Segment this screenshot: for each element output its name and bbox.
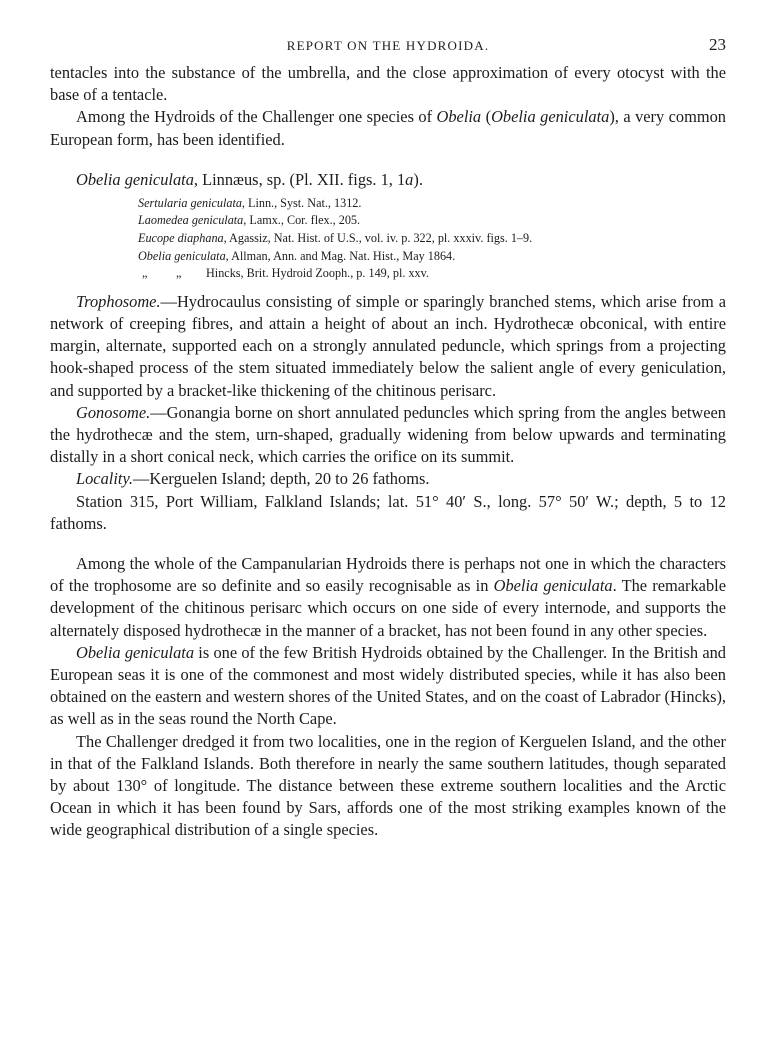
- running-header: [50, 35, 726, 62]
- synonym-ref: , Allman, Ann. and Mag. Nat. Hist., May 1864.: [225, 248, 456, 263]
- locality-text: —Kerguelen Island; depth, 20 to 26 fathoms.: [132, 469, 430, 489]
- synonym-ref: Hincks, Brit. Hydroid Zooph., p. 149, pl. xxv.: [206, 266, 429, 281]
- trophosome-paragraph: [50, 291, 726, 402]
- ditto-mark: „: [142, 266, 148, 281]
- species-heading: [76, 169, 726, 191]
- species-authority: , Linnæus, sp. (Pl. XII. figs. 1, 1: [193, 169, 406, 189]
- gonosome-text: —Gonangia borne on short annulated peduncles which spring from the angles between the hydrothecæ and the stem, urn-shaped, gradually widening from below upwards and terminating distally in a short conical neck, which carries the orifice on its summit.: [50, 402, 726, 467]
- intro-text-b: (: [481, 107, 492, 127]
- synonym-name: Sertularia geniculata: [138, 195, 242, 210]
- intro-genus: Obelia: [436, 107, 482, 127]
- species-name: Obelia geniculata: [76, 169, 194, 189]
- gonosome-paragraph: [50, 402, 726, 469]
- discussion-text: Among the whole of the Campanularian Hydroids there is perhaps not one in which the characters of the trophosome are so definite and so easily recognisable as in: [50, 554, 726, 596]
- discussion-species: Obelia geniculata: [76, 642, 195, 662]
- ditto-mark: „: [176, 266, 182, 281]
- intro-paragraph-2: [50, 106, 726, 150]
- gonosome-label: Gonosome.: [76, 402, 151, 422]
- intro-species: Obelia geniculata: [491, 107, 610, 127]
- synonym-item: [138, 212, 726, 230]
- intro-paragraph-1: tentacles into the substance of the umbrella, and the close approximation of every otocyst with the base of a tentacle.: [50, 63, 726, 105]
- synonym-ref: , Lamx., Cor. flex., 205.: [243, 213, 361, 228]
- synonym-item: [138, 195, 726, 213]
- synonym-item: [138, 230, 726, 248]
- synonym-item: [138, 265, 726, 283]
- synonymy-list: [138, 195, 726, 283]
- intro-text-c: ), a very common European form, has been identified.: [50, 107, 726, 149]
- document-page: [50, 35, 726, 842]
- locality-label: Locality.: [76, 469, 133, 489]
- discussion-species: Obelia geniculata: [493, 576, 613, 596]
- species-close: ).: [413, 169, 423, 189]
- discussion-paragraph-1: [50, 553, 726, 642]
- header-title: REPORT ON THE HYDROIDA.: [286, 38, 490, 53]
- intro-text-a: Among the Hydroids of the Challenger one species of: [76, 107, 437, 127]
- trophosome-label: Trophosome.: [76, 291, 161, 311]
- synonym-name: Eucope diaphana: [138, 231, 224, 245]
- station-paragraph: Station 315, Port William, Falkland Islands; lat. 51° 40′ S., long. 57° 50′ W.; depth, 5 to 12 fathoms.: [50, 491, 726, 533]
- synonym-ref: , Linn., Syst. Nat., 1312.: [241, 195, 362, 210]
- discussion-text: is one of the few British Hydroids obtained by the Challenger. In the British and European seas it is one of the commonest and most widely distributed species, while it has also been obtained on the eastern and western shores of the United States, and on the coast of Labrador (Hincks), as well as in the seas round the North Cape.: [50, 642, 726, 729]
- synonym-item: [138, 248, 726, 266]
- discussion-paragraph-2: [50, 642, 726, 731]
- discussion-text: . The remarkable development of the chitinous perisarc which occurs on one side of every internode, and supports the alternately disposed hydrothecæ in the manner of a bracket, has not been found in any other species.: [50, 576, 726, 640]
- trophosome-text: —Hydrocaulus consisting of simple or sparingly branched stems, which arise from a network of creeping fibres, and attain a height of about an inch. Hydrothecæ obconical, with entire margin, alternate, supported each on a strongly annulated peduncle, which springs from a projecting hook-shaped process of the stem situated immediately below the salient angle of every geniculation, and supported by a bracket-like thickening of the chitinous perisarc.: [50, 291, 726, 400]
- synonym-name: Obelia geniculata: [138, 248, 226, 263]
- page-number: 23: [709, 35, 726, 54]
- discussion-paragraph-3: The Challenger dredged it from two localities, one in the region of Kerguelen Island, and the other in that of the Falkland Islands. Both therefore in nearly the same southern latitudes, though separated by about 130° of longitude. The distance between these extreme southern localities and the Arctic Ocean in which it has been found by Sars, affords one of the most striking examples known of the wide geographical distribution of a single species.: [50, 731, 726, 840]
- locality-paragraph: [50, 468, 726, 490]
- species-fig-letter: a: [405, 169, 414, 189]
- synonym-name: Laomedea geniculata: [138, 213, 244, 228]
- synonym-ref: , Agassiz, Nat. Hist. of U.S., vol. iv. p. 322, pl. xxxiv. figs. 1–9.: [223, 231, 533, 245]
